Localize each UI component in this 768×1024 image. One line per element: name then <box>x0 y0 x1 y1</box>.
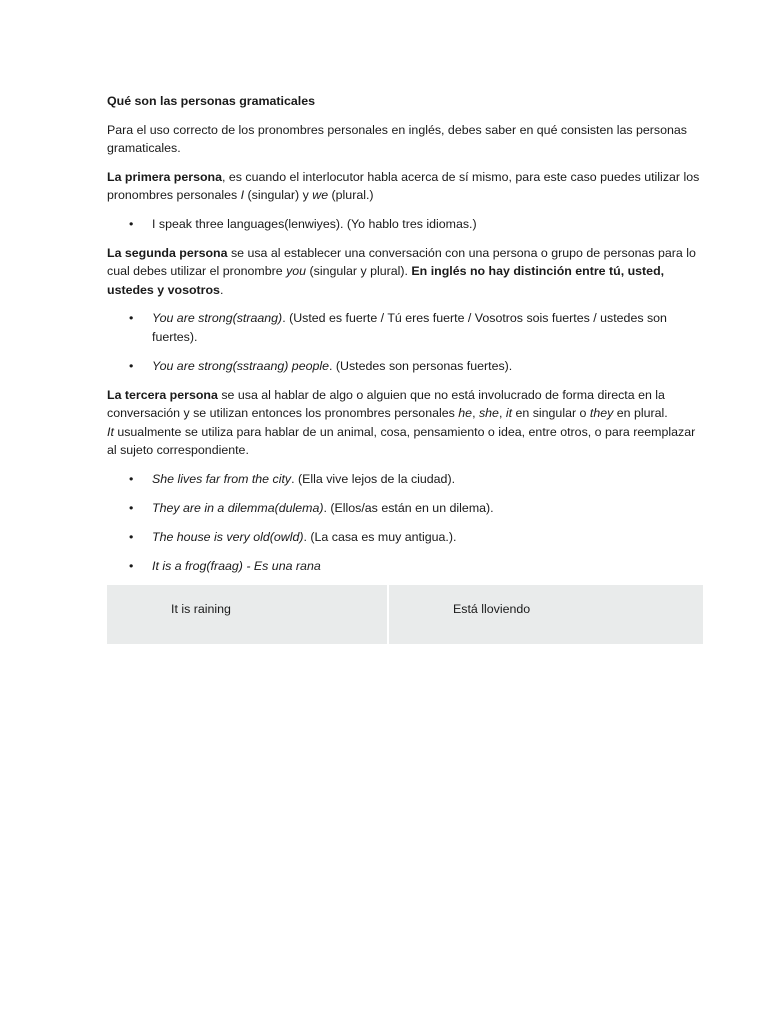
second-person-examples <box>107 309 707 375</box>
example-text: I speak three languages(lenwiyes). (Yo hablo tres idiomas.) <box>152 216 477 231</box>
table-cell-spanish: Está lloviendo <box>453 602 531 617</box>
third-person-paragraph <box>107 386 707 423</box>
bullet-icon: • <box>129 471 134 486</box>
second-person-text-1: se usa al establecer una conversación con una persona o grupo de personas para lo cual debes utilizar el pronombre <box>107 245 696 279</box>
intro-paragraph: Para el uso correcto de los pronombres personales en inglés, debes saber en qué consisten las personas gramaticales. <box>107 122 687 156</box>
first-person-paragraph <box>107 168 707 205</box>
example-spanish: . (Ellos/as están en un dilema). <box>323 500 494 515</box>
example-spanish: . (Ustedes son personas fuertes). <box>329 358 513 373</box>
pronoun-they: they <box>589 406 614 421</box>
list-item <box>107 528 707 547</box>
table-cell-english: It is raining <box>107 585 389 644</box>
pronoun-she: she <box>478 406 499 421</box>
second-person-text-2: (singular y plural). <box>306 264 412 279</box>
list-item <box>107 215 707 234</box>
bullet-icon: • <box>129 311 134 326</box>
translation-table <box>107 585 703 644</box>
third-person-text-2: en singular o <box>512 406 590 421</box>
third-person-examples <box>107 470 707 576</box>
example-english: You are strong(sstraang) people <box>152 358 330 373</box>
pronoun-i: I <box>240 188 245 203</box>
list-item <box>107 309 707 346</box>
list-item <box>107 499 707 518</box>
third-person-text-1: se usa al hablar de algo o alguien que no está involucrado de forma directa en la conversación y se utilizan entonces los pronombres personales <box>107 387 665 421</box>
example-english: She lives far from the city <box>152 471 292 486</box>
first-person-text-3: (plural.) <box>328 188 374 203</box>
example-english: You are strong(straang) <box>152 311 283 326</box>
comma: , <box>472 406 479 421</box>
bullet-icon: • <box>129 500 134 515</box>
pronoun-he: he <box>458 406 473 421</box>
example-spanish: . (La casa es muy antigua.). <box>303 529 457 544</box>
section-title: Qué son las personas gramaticales <box>107 94 315 108</box>
document-page <box>107 92 707 644</box>
third-person-label: La tercera persona <box>107 387 218 402</box>
second-person-label: La segunda persona <box>107 245 228 260</box>
example-spanish: . (Usted es fuerte / Tú eres fuerte / Vosotros sois fuertes / ustedes son fuertes). <box>152 311 667 344</box>
bullet-icon: • <box>129 558 134 573</box>
pronoun-you: you <box>286 264 307 279</box>
first-person-label: La primera persona <box>107 169 223 184</box>
pronoun-we: we <box>312 188 329 203</box>
example-english: It is a frog(fraag) - Es una rana <box>152 558 321 573</box>
list-item <box>107 357 707 376</box>
it-usage-text: usualmente se utiliza para hablar de un animal, cosa, pensamiento o idea, entre otros, o para reemplazar al sujeto correspondiente. <box>107 424 696 458</box>
list-item <box>107 557 707 576</box>
second-person-text-3: . <box>219 282 224 297</box>
example-english: They are in a dilemma(dulema) <box>152 500 324 515</box>
example-english: The house is very old(owld) <box>152 529 304 544</box>
first-person-examples <box>107 215 707 234</box>
it-usage-paragraph <box>107 423 707 460</box>
it-word: It <box>107 424 114 439</box>
example-spanish: . (Ella vive lejos de la ciudad). <box>291 471 456 486</box>
bullet-icon: • <box>129 358 134 373</box>
pronoun-it: it <box>505 406 513 421</box>
bullet-icon: • <box>129 216 134 231</box>
comma: , <box>498 406 506 421</box>
third-person-text-3: en plural. <box>613 406 668 421</box>
bullet-icon: • <box>129 529 134 544</box>
second-person-emphasis: En inglés no hay distinción entre tú, usted, ustedes y vosotros <box>107 264 665 297</box>
first-person-text-1: , es cuando el interlocutor habla acerca de sí mismo, para este caso puedes utilizar los pronombres personales <box>107 169 700 203</box>
first-person-text-2: (singular) y <box>244 188 313 203</box>
second-person-paragraph <box>107 244 707 300</box>
list-item <box>107 470 707 489</box>
